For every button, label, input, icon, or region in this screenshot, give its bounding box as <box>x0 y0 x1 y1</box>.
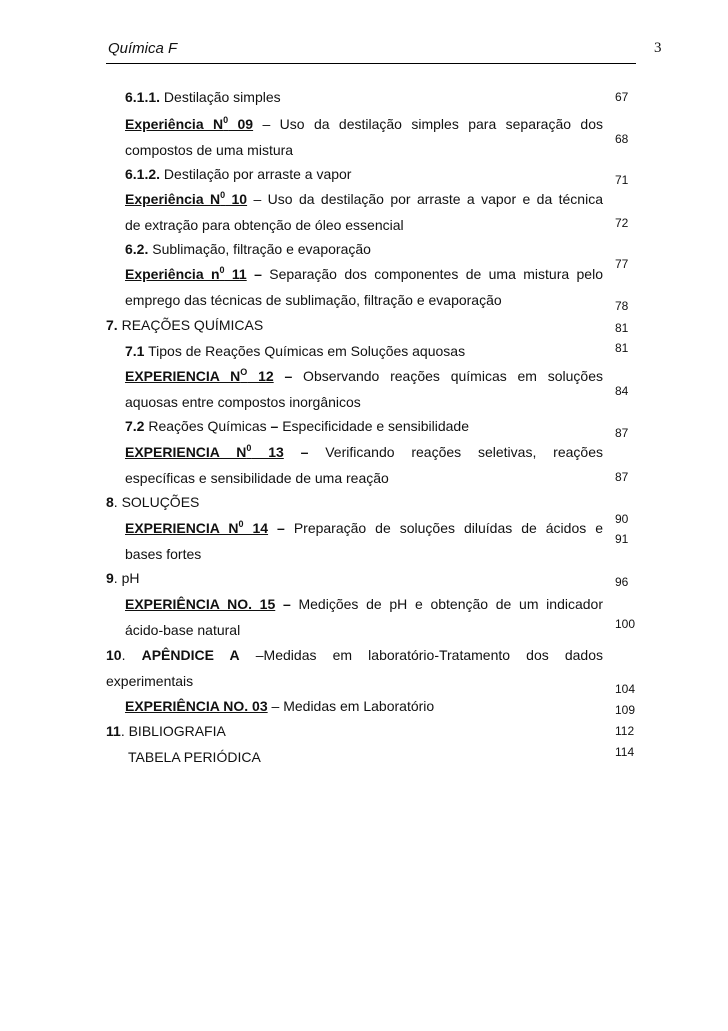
toc-text: Medições de pH e obtenção de um indicador <box>290 596 603 612</box>
toc-experiment-label: Experiência $n^0$ 11 <box>125 265 247 282</box>
toc-text: Separação dos componentes de uma mistura pelo <box>261 266 603 282</box>
toc-text-continued: emprego das técnicas de sublimação, filtração e evaporação <box>125 292 502 308</box>
toc-experiment-label: EXPERIENCIA $N^0$ 14 <box>125 519 269 536</box>
toc-number: 10 <box>106 647 122 663</box>
toc-text: Observando reações químicas em soluções <box>292 368 604 384</box>
toc-text: Reações Químicas <box>144 418 271 434</box>
toc-experiment-label: EXPERIENCIA $N^O$ 12 <box>125 367 274 384</box>
toc-number: 6.1.2. <box>125 166 161 182</box>
toc-number: 7.1 <box>125 343 145 359</box>
toc-page: 87 <box>615 426 629 440</box>
toc-entry[interactable]: 10. APÊNDICE A –Medidas em laboratório-Tratamento dos dados <box>106 647 604 663</box>
header-title: Química F <box>108 40 178 57</box>
toc-text: . SOLUÇÕES <box>113 494 200 510</box>
toc-experiment-label: EXPERIENCIA $N^0$ 13 <box>125 443 284 460</box>
toc-entry[interactable] <box>125 698 434 714</box>
toc-text: – Uso da destilação simples para separação dos <box>253 116 603 132</box>
toc-entry[interactable]: EXPERIENCIA $N^0$ 13 – Verificando reações seletivas, reações <box>125 443 603 460</box>
toc-entry[interactable] <box>125 241 371 257</box>
toc-text: TABELA PERIÓDICA <box>128 749 261 765</box>
toc-experiment-label: Experiência $N^0$ 10 <box>125 190 248 207</box>
toc-text-continued: experimentais <box>106 673 194 689</box>
toc-text-continued: de extração para obtenção de óleo essencial <box>125 217 404 233</box>
toc-text-continued: compostos de uma mistura <box>125 142 294 158</box>
toc-entry[interactable]: EXPERIENCIA $N^0$ 14 – Preparação de soluções diluídas de ácidos e <box>125 519 604 536</box>
toc-number: 6.1.1. <box>125 89 161 105</box>
toc-entry[interactable] <box>106 317 263 333</box>
toc-page: 84 <box>615 384 629 398</box>
toc-entry[interactable] <box>128 749 261 765</box>
toc-entry[interactable]: Experiência $n^0$ 11 – Separação dos componentes de uma mistura pelo <box>125 265 603 282</box>
toc-page: 91 <box>615 532 629 546</box>
toc-text: – Uso da destilação por arraste a vapor e da técnica <box>247 191 603 207</box>
toc-page: 77 <box>615 257 629 271</box>
toc-page: 114 <box>615 745 635 759</box>
toc-page: 72 <box>615 216 629 230</box>
toc-entry[interactable] <box>125 343 465 359</box>
toc-entry[interactable] <box>106 723 226 739</box>
toc-number: 6.2. <box>125 241 149 257</box>
toc-number: 7.2 <box>125 418 145 434</box>
toc-page: 71 <box>615 173 629 187</box>
toc-experiment-label: Experiência $N^0$ 09 <box>125 115 254 132</box>
toc-page: 87 <box>615 470 629 484</box>
toc-page: 96 <box>615 575 629 589</box>
toc-entry[interactable]: EXPERIENCIA $N^O$ 12 – Observando reações químicas em soluções <box>125 367 604 384</box>
toc-text: Destilação por arraste a vapor <box>160 166 352 182</box>
toc-page: 68 <box>615 132 629 146</box>
header-page-number: 3 <box>654 40 662 56</box>
toc-number: 8 <box>106 494 114 510</box>
toc-text-continued: aquosas entre compostos inorgânicos <box>125 394 361 410</box>
toc-experiment-label: EXPERIÊNCIA NO. 03 <box>125 698 268 714</box>
toc-page: 112 <box>615 724 635 738</box>
toc-number: 9 <box>106 570 114 586</box>
toc-text: Preparação de soluções diluídas de ácidos e <box>284 520 604 536</box>
toc-text-continued: específicas e sensibilidade de uma reação <box>125 470 389 486</box>
toc-experiment-label: EXPERIÊNCIA NO. 15 <box>125 596 276 612</box>
toc-entry[interactable] <box>125 116 603 132</box>
toc-text: REAÇÕES QUÍMICAS <box>117 317 264 333</box>
toc-entry[interactable] <box>125 89 281 105</box>
toc-number: 11 <box>106 723 121 739</box>
toc-entry[interactable] <box>106 570 139 586</box>
toc-page: 109 <box>615 703 636 717</box>
header-rule <box>106 63 636 64</box>
toc-page: 67 <box>615 90 629 104</box>
toc-text: Verificando reações seletivas, reações <box>308 444 603 460</box>
toc-page: 90 <box>615 512 629 526</box>
toc-text: Sublimação, filtração e evaporação <box>148 241 371 257</box>
toc-entry[interactable]: EXPERIÊNCIA NO. 15 – Medições de pH e obtenção de um indicador <box>125 596 603 612</box>
toc-page: 81 <box>615 321 629 335</box>
toc-text-continued: ácido-base natural <box>125 622 241 638</box>
toc-entry[interactable] <box>125 191 603 207</box>
toc-text-continued: bases fortes <box>125 546 202 562</box>
toc-page: 100 <box>615 617 636 631</box>
toc-text: –Medidas em laboratório-Tratamento dos dados <box>239 647 604 663</box>
toc-page: 104 <box>615 682 636 696</box>
toc-text: . pH <box>113 570 140 586</box>
toc-entry[interactable]: 7.2 Reações Químicas – Especificidade e sensibilidade <box>125 418 470 434</box>
toc-page: 81 <box>615 341 629 355</box>
toc-page: 78 <box>615 299 629 313</box>
toc-text: Tipos de Reações Químicas em Soluções aquosas <box>144 343 466 359</box>
toc-text: . BIBLIOGRAFIA <box>120 723 226 739</box>
toc-text: Destilação simples <box>160 89 281 105</box>
toc-entry[interactable] <box>125 166 351 182</box>
toc-number: 7. <box>106 317 118 333</box>
toc-entry[interactable] <box>106 494 199 510</box>
toc-text: – Medidas em Laboratório <box>267 698 435 714</box>
